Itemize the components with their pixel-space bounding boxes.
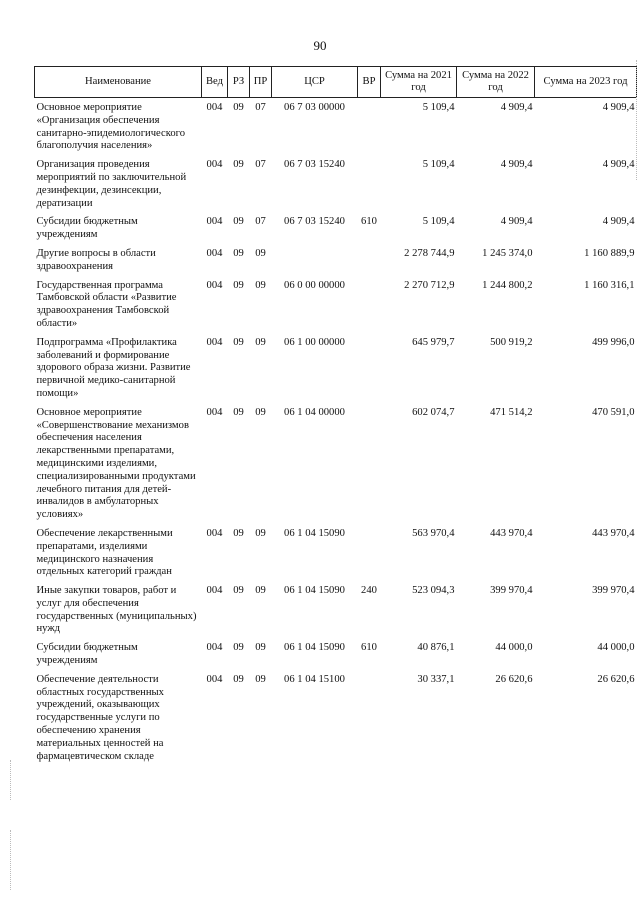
table-row bbox=[35, 280, 637, 337]
cell-sum-2021: 5 109,4 bbox=[422, 102, 455, 113]
cell-sum-2021: 5 109,4 bbox=[422, 159, 455, 171]
cell-csr: 06 7 03 15240 bbox=[284, 216, 345, 228]
header-csr: ЦСР bbox=[272, 67, 358, 98]
cell-sum-2023: 470 591,0 bbox=[592, 406, 635, 418]
table-row bbox=[35, 407, 637, 528]
table-row bbox=[35, 337, 637, 407]
cell-rz: 09 bbox=[233, 336, 244, 348]
budget-table bbox=[34, 66, 637, 769]
cell-pr: 09 bbox=[255, 247, 266, 259]
cell-sum-2022: 26 620,6 bbox=[495, 673, 533, 685]
table-row bbox=[35, 585, 637, 642]
cell-vr: 240 bbox=[361, 585, 377, 597]
cell-ved: 004 bbox=[206, 159, 223, 171]
scan-edge-mark bbox=[10, 760, 12, 800]
cell-sum-2023: 1 160 889,9 bbox=[584, 247, 635, 259]
cell-sum-2023: 443 970,4 bbox=[592, 527, 635, 539]
cell-ved: 004 bbox=[206, 585, 223, 597]
cell-sum-2021: 523 094,3 bbox=[412, 585, 455, 597]
cell-rz: 09 bbox=[233, 585, 244, 597]
cell-sum-2021: 30 337,1 bbox=[417, 673, 455, 685]
cell-rz: 09 bbox=[233, 102, 244, 113]
cell-name: Организация проведения мероприятий по заключительной дезинфекции, дезинсекции, дератизации bbox=[36, 159, 187, 209]
cell-ved: 004 bbox=[206, 642, 223, 654]
cell-sum-2023: 4 909,4 bbox=[602, 159, 635, 171]
cell-pr: 09 bbox=[255, 642, 266, 654]
header-vr: ВР bbox=[358, 67, 381, 98]
table-body bbox=[35, 98, 637, 770]
table-row bbox=[35, 528, 637, 585]
cell-sum-2021: 645 979,7 bbox=[412, 336, 455, 348]
table-row bbox=[35, 98, 637, 160]
cell-sum-2022: 4 909,4 bbox=[500, 216, 533, 228]
cell-sum-2021: 5 109,4 bbox=[422, 216, 455, 228]
cell-ved: 004 bbox=[206, 406, 223, 418]
cell-pr: 07 bbox=[255, 159, 266, 171]
cell-sum-2022: 443 970,4 bbox=[490, 527, 533, 539]
cell-sum-2023: 4 909,4 bbox=[602, 216, 635, 228]
cell-name: Основное мероприятие «Совершенствование механизмов обеспечения населения лекарственными препаратами, медицинскими изделиями, специализированными продуктами лечебного питания для детей-инвалидов в амбулаторных условиях» bbox=[36, 406, 196, 521]
cell-sum-2022: 399 970,4 bbox=[490, 585, 533, 597]
cell-ved: 004 bbox=[206, 673, 223, 685]
cell-pr: 09 bbox=[255, 673, 266, 685]
header-sum-2021: Сумма на 2021 год bbox=[381, 67, 457, 98]
cell-csr: 06 1 04 15090 bbox=[284, 642, 345, 654]
table-row bbox=[35, 159, 637, 216]
cell-sum-2023: 44 000,0 bbox=[597, 642, 635, 654]
cell-sum-2023: 4 909,4 bbox=[602, 102, 635, 113]
cell-csr: 06 7 03 15240 bbox=[284, 159, 345, 171]
header-rz: РЗ bbox=[228, 67, 250, 98]
cell-csr: 06 1 04 15090 bbox=[284, 585, 345, 597]
cell-vr bbox=[358, 674, 381, 770]
cell-rz: 09 bbox=[233, 406, 244, 418]
cell-pr: 09 bbox=[255, 585, 266, 597]
cell-vr bbox=[358, 528, 381, 585]
cell-pr: 07 bbox=[255, 102, 266, 113]
cell-csr bbox=[272, 248, 358, 280]
header-name: Наименование bbox=[35, 67, 202, 98]
cell-sum-2022: 471 514,2 bbox=[490, 406, 533, 418]
cell-vr bbox=[358, 280, 381, 337]
cell-ved: 004 bbox=[206, 336, 223, 348]
cell-rz: 09 bbox=[233, 247, 244, 259]
cell-name: Иные закупки товаров, работ и услуг для обеспечения государственных (муниципальных) нужд bbox=[36, 585, 197, 635]
cell-rz: 09 bbox=[233, 159, 244, 171]
cell-sum-2021: 2 270 712,9 bbox=[404, 279, 455, 291]
cell-sum-2023: 26 620,6 bbox=[597, 673, 635, 685]
cell-pr: 09 bbox=[255, 406, 266, 418]
header-pr: ПР bbox=[250, 67, 272, 98]
header-sum-2022: Сумма на 2022 год bbox=[457, 67, 535, 98]
cell-csr: 06 0 00 00000 bbox=[284, 279, 345, 291]
table-row bbox=[35, 216, 637, 248]
cell-pr: 09 bbox=[255, 336, 266, 348]
cell-vr: 610 bbox=[361, 216, 377, 228]
cell-name: Субсидии бюджетным учреждениям bbox=[36, 642, 138, 667]
cell-name: Основное мероприятие «Организация обеспечения санитарно-эпидемиологического благополучия населения» bbox=[36, 102, 186, 152]
scan-edge-mark bbox=[10, 830, 12, 890]
cell-csr: 06 1 00 00000 bbox=[284, 336, 345, 348]
cell-rz: 09 bbox=[233, 216, 244, 228]
cell-vr bbox=[358, 337, 381, 407]
cell-vr: 610 bbox=[361, 642, 377, 654]
cell-name: Подпрограмма «Профилактика заболеваний и формирование здорового образа жизни. Развитие первичной медико-санитарной помощи» bbox=[36, 336, 191, 399]
cell-sum-2021: 602 074,7 bbox=[412, 406, 455, 418]
cell-rz: 09 bbox=[233, 279, 244, 291]
table-header-row bbox=[35, 67, 637, 98]
cell-vr bbox=[358, 248, 381, 280]
cell-sum-2022: 500 919,2 bbox=[490, 336, 533, 348]
cell-csr: 06 1 04 15090 bbox=[284, 527, 345, 539]
cell-sum-2021: 2 278 744,9 bbox=[404, 247, 455, 259]
cell-ved: 004 bbox=[206, 279, 223, 291]
cell-pr: 07 bbox=[255, 216, 266, 228]
cell-sum-2023: 399 970,4 bbox=[592, 585, 635, 597]
cell-ved: 004 bbox=[206, 102, 223, 113]
cell-ved: 004 bbox=[206, 216, 223, 228]
cell-sum-2022: 1 244 800,2 bbox=[482, 279, 533, 291]
table-row bbox=[35, 674, 637, 770]
cell-name: Обеспечение лекарственными препаратами, изделиями медицинского назначения отдельных категорий граждан bbox=[36, 527, 173, 578]
cell-pr: 09 bbox=[255, 527, 266, 539]
cell-pr: 09 bbox=[255, 279, 266, 291]
scan-edge-mark bbox=[636, 60, 638, 180]
cell-csr: 06 1 04 15100 bbox=[284, 673, 345, 685]
cell-rz: 09 bbox=[233, 527, 244, 539]
cell-sum-2023: 1 160 316,1 bbox=[584, 279, 635, 291]
page-number: 90 bbox=[313, 38, 327, 53]
cell-vr bbox=[358, 407, 381, 528]
table-row bbox=[35, 642, 637, 674]
table-row bbox=[35, 248, 637, 280]
cell-csr: 06 7 03 00000 bbox=[284, 102, 345, 113]
cell-sum-2021: 40 876,1 bbox=[417, 642, 455, 654]
cell-rz: 09 bbox=[233, 673, 244, 685]
cell-rz: 09 bbox=[233, 642, 244, 654]
cell-csr: 06 1 04 00000 bbox=[284, 406, 345, 418]
cell-vr bbox=[358, 98, 381, 160]
cell-name: Субсидии бюджетным учреждениям bbox=[36, 216, 138, 241]
cell-ved: 004 bbox=[206, 527, 223, 539]
cell-vr bbox=[358, 159, 381, 216]
cell-name: Обеспечение деятельности областных государственных учреждений, оказывающих государственные услуги по обеспечению хранения материальных ценностей на фармацевтическом складе bbox=[36, 673, 164, 762]
cell-name: Другие вопросы в области здравоохранения bbox=[36, 247, 156, 272]
cell-sum-2022: 4 909,4 bbox=[500, 159, 533, 171]
cell-sum-2022: 1 245 374,0 bbox=[482, 247, 533, 259]
cell-sum-2023: 499 996,0 bbox=[592, 336, 635, 348]
cell-sum-2022: 4 909,4 bbox=[500, 102, 533, 113]
cell-ved: 004 bbox=[206, 247, 223, 259]
header-ved: Вед bbox=[202, 67, 228, 98]
cell-name: Государственная программа Тамбовской области «Развитие здравоохранения Тамбовской области» bbox=[36, 279, 177, 329]
header-sum-2023: Сумма на 2023 год bbox=[535, 67, 637, 98]
cell-sum-2022: 44 000,0 bbox=[495, 642, 533, 654]
cell-sum-2021: 563 970,4 bbox=[412, 527, 455, 539]
